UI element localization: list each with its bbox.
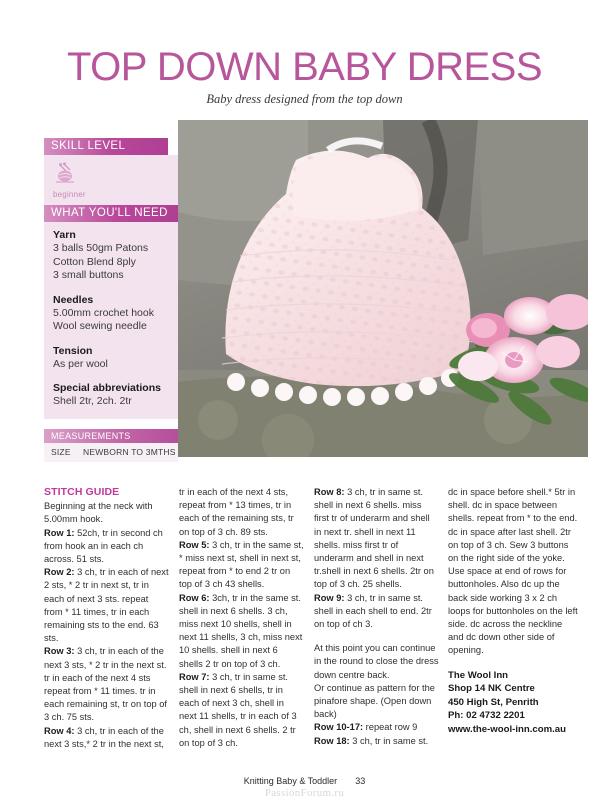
pattern-column-3 [314, 486, 439, 748]
row-label: Row 1: [44, 527, 75, 538]
pattern-paragraph: dc in space before shell.* 5tr in shell. dc in space between shells. repeat from * to the end. dc in space after last shell. 2tr on top of 3 ch. Sew 3 buttons on the right side of the yoke. Use space at end of rows for buttonholes. Also dc up the back side working 3 x 2 ch loops for buttonholes on the left side. dc across the neckline and dc down other side of opening. [448, 487, 578, 656]
row-label: Row 9: [314, 592, 345, 603]
shop-detail-line: The Wool Inn [448, 669, 509, 681]
row-label: Row 10-17: [314, 722, 364, 733]
pattern-paragraph: Beginning at the neck with 5.00mm hook. [44, 501, 153, 525]
row-label: Row 5: [179, 539, 210, 550]
need-line: 5.00mm crochet hook [53, 306, 154, 319]
pattern-paragraph: Or continue as pattern for the pinafore shape. (Open down back) [314, 682, 435, 720]
need-heading: Tension [53, 344, 93, 357]
need-line: Shell 2tr, 2ch. 2tr [53, 395, 132, 407]
need-group-yarn [53, 229, 169, 283]
row-label: Row 6: [179, 592, 210, 603]
page-title: TOP DOWN BABY DRESS [66, 45, 543, 89]
skill-level-value: beginner [53, 190, 86, 199]
pattern-paragraph: Row 6: 3ch, tr in the same st. shell in next 6 shells. 3 ch, miss next 10 shells, shell in next 11 shells, 3 ch, miss next 10 shells. shell in next 6 shells 2 tr on top of 3 ch. [179, 592, 303, 669]
shop-detail-line: www.the-wool-inn.com.au [448, 724, 566, 736]
measurements-size-label: SIZE [51, 447, 71, 457]
footer-publication: Knitting Baby & Toddler [243, 776, 338, 786]
footer-page-number: 33 [355, 776, 366, 786]
need-line: Cotton Blend 8ply [53, 255, 136, 268]
paragraph-gap [314, 631, 439, 642]
what-you-need-panel [44, 222, 178, 419]
need-line: 3 balls 50gm Patons [53, 242, 149, 254]
need-heading: Needles [53, 293, 94, 306]
need-group-tension [53, 345, 169, 372]
stitch-guide-heading: STITCH GUIDE [44, 486, 120, 498]
page-subtitle: Baby dress designed from the top down [206, 92, 403, 106]
shop-detail-line: 450 High St, Penrith [448, 696, 539, 708]
sidebar [44, 138, 178, 419]
row-label: Row 18: [314, 735, 350, 746]
measurements-box [44, 429, 178, 462]
measurements-size-value: NEWBORN TO 3MTHS [83, 447, 176, 457]
need-line: As per wool [53, 357, 108, 370]
pattern-paragraph: Row 4: 3 ch, tr in each of the next 3 sts,* 2 tr in the next st, [44, 725, 164, 749]
pattern-text [448, 486, 580, 658]
pattern-column-2 [179, 486, 304, 750]
pattern-paragraph: Row 10-17: repeat row 9 [314, 722, 418, 733]
pattern-text [179, 486, 304, 750]
pattern-paragraph: At this point you can continue in the round to close the dress down centre back. [314, 643, 439, 680]
need-heading: Yarn [53, 229, 76, 241]
shop-detail-line: Ph: 02 4732 2201 [448, 710, 525, 722]
need-line: Wool sewing needle [53, 320, 147, 332]
product-photo [178, 120, 588, 457]
row-label: Row 7: [179, 671, 210, 682]
pattern-column-1 [44, 486, 169, 751]
pattern-text [44, 500, 169, 751]
watermark: PassionForum.ru [264, 787, 345, 799]
row-label: Row 3: [44, 646, 75, 657]
what-you-need-bar: WHAT YOU'LL NEED [44, 205, 178, 222]
pattern-paragraph: Row 5: 3 ch, tr in the same st, * miss next st, shell in next st, repeat from * to end 2 tr on top of 3 ch 43 shells. [179, 539, 304, 590]
row-label: Row 8: [314, 487, 345, 497]
pattern-paragraph: Row 1: 52ch, tr in second ch from hook an in each ch across. 51 sts. [44, 527, 163, 565]
footer [0, 776, 609, 786]
measurements-bar: MEASUREMENTS [44, 429, 178, 443]
pattern-paragraph: Row 8: 3 ch, tr in same st. shell in next 6 shells. miss first tr of underarm and shell in next tr. shell in next 11 shells. miss first tr of underarm and shell in next tr.shell in next 6 shells. 2tr on top of 3 ch. 25 shells. [314, 487, 434, 590]
pattern-paragraph: Row 9: 3 ch, tr in same st. shell in each shell to end. 2tr on top of ch 3. [314, 592, 432, 630]
skill-level-panel [44, 155, 178, 205]
shop-detail-line: Shop 14 NK Centre [448, 683, 535, 695]
skill-level-bar: SKILL LEVEL [44, 138, 168, 155]
pattern-column-4 [448, 486, 580, 737]
pattern-text [314, 486, 439, 748]
need-heading: Special abbreviations [53, 382, 161, 394]
pattern-paragraph: Row 2: 3 ch, tr in each of next 2 sts, * 2 tr in next st, tr in each of next 3 sts. repeat from * 11 times, tr in each remaining sts to the end. 63 sts. [44, 567, 169, 644]
shop-details [448, 669, 580, 737]
pattern-paragraph: Row 7: 3 ch, tr in same st. shell in next 6 shells, tr in each of next 3 ch, shell in next 11 shells, tr in each of 3 ch, shell in next 6 shells. 2 tr on top of 3 ch. [179, 671, 297, 748]
row-label: Row 4: [44, 725, 75, 736]
pattern-paragraph: Row 18: 3 ch, tr in same st. [314, 735, 429, 746]
yarn-ball-needles-icon [53, 162, 178, 189]
need-line: 3 small buttons [53, 269, 124, 281]
pattern-paragraph: Row 3: 3 ch, tr in each of the next 3 sts, * 2 tr in the next st. tr in each of the next 4 sts repeat from * 11 times. tr in each remaining st, tr on top of 3 ch. 75 sts. [44, 646, 167, 723]
measurements-row [44, 443, 178, 462]
need-group-abbreviations [53, 382, 169, 409]
row-label: Row 2: [44, 567, 75, 578]
need-group-needles [53, 294, 169, 334]
pattern-paragraph: tr in each of the next 4 sts, repeat from * 13 times, tr in each of the remaining sts, tr on top of 3 ch. 89 sts. [179, 487, 294, 537]
